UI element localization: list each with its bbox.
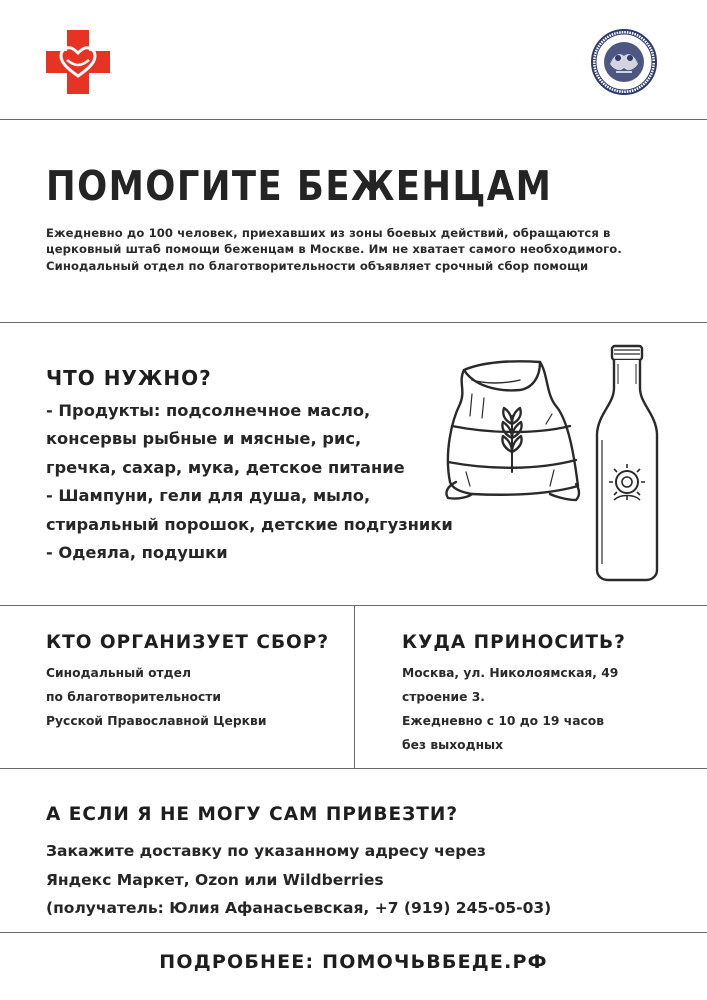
column-divider [354, 605, 355, 768]
red-cross-heart-icon [46, 30, 110, 94]
where-line: строение 3. [402, 690, 485, 704]
divider [0, 932, 707, 933]
where-line: Москва, ул. Николоямская, 49 [402, 666, 619, 680]
needs-line: стиральный порошок, детские подгузники [46, 514, 453, 534]
divider [0, 322, 707, 323]
divider [0, 119, 707, 120]
delivery-text [46, 837, 666, 923]
needs-line: - Одеяла, подушки [46, 542, 228, 562]
delivery-line: (получатель: Юлия Афанасьевская, +7 (919) 245-05-03) [46, 899, 552, 917]
where-title: КУДА ПРИНОСИТЬ? [402, 632, 626, 653]
needs-title: ЧТО НУЖНО? [46, 366, 212, 390]
delivery-title: А ЕСЛИ Я НЕ МОГУ САМ ПРИВЕЗТИ? [46, 804, 459, 825]
delivery-line: Закажите доставку по указанному адресу через [46, 842, 486, 860]
needs-line: гречка, сахар, мука, детское питание [46, 457, 405, 477]
needs-line: - Шампуни, гели для душа, мыло, [46, 486, 371, 506]
flour-sack-icon [442, 354, 582, 502]
organizer-line: Русской Православной Церкви [46, 714, 267, 728]
where-text [402, 661, 692, 757]
intro-line: Ежедневно до 100 человек, приехавших из зоны боевых действий, обращаются в [46, 226, 611, 240]
footer-link[interactable]: ПОДРОБНЕЕ: ПОМОЧЬВБЕДЕ.РФ [159, 951, 548, 973]
page-title: ПОМОГИТЕ БЕЖЕНЦАМ [46, 162, 553, 210]
organizer-line: по благотворительности [46, 690, 221, 704]
where-line: без выходных [402, 738, 504, 752]
oil-bottle-icon [592, 344, 662, 582]
intro-paragraph [46, 225, 666, 274]
organizer-text [46, 661, 341, 733]
delivery-line: Яндекс Маркет, Ozon или Wildberries [46, 870, 384, 889]
needs-line: консервы рыбные и мясные, рис, [46, 429, 362, 449]
where-line: Ежедневно с 10 до 19 часов [402, 714, 605, 728]
organizer-title: КТО ОРГАНИЗУЕТ СБОР? [46, 632, 330, 653]
organizer-line: Синодальный отдел [46, 666, 191, 680]
diocesan-seal-icon [590, 28, 658, 96]
intro-line: церковный штаб помощи беженцам в Москве. Им не хватает самого необходимого. [46, 242, 622, 257]
needs-line: - Продукты: подсолнечное масло, [46, 401, 371, 420]
divider [0, 768, 707, 769]
intro-line: Синодальный отдел по благотворительности объявляет срочный сбор помощи [46, 258, 589, 273]
